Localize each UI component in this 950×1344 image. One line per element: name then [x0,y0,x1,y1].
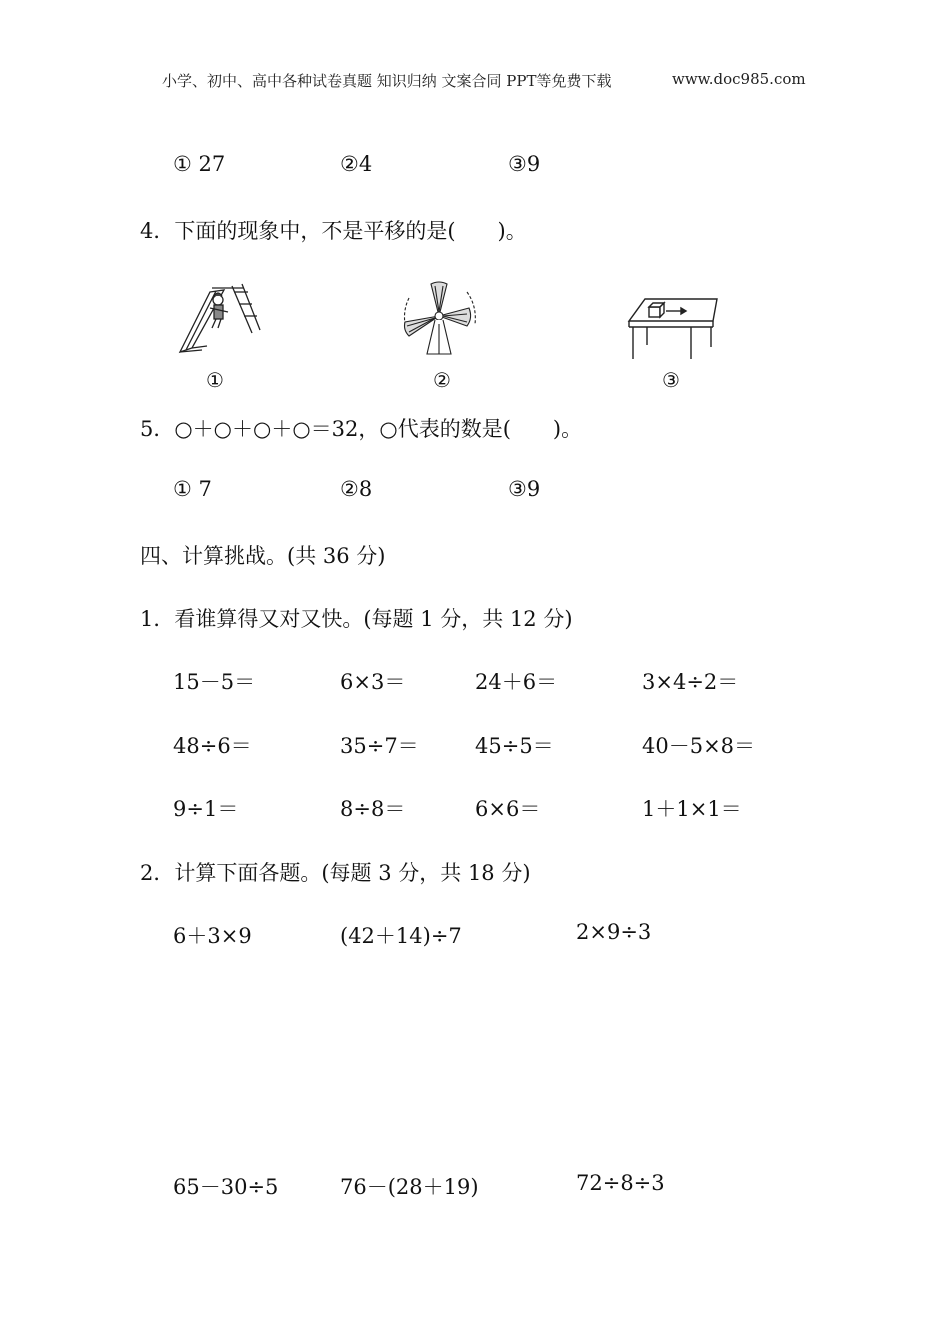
q5-option-2: ②8 [340,477,373,501]
expr-1-1: 6＋3×9 [173,924,252,948]
q3-option-1: ① 27 [173,152,226,176]
part2-title: 2．计算下面各题。(每题 3 分，共 18 分) [140,861,531,885]
calc-2-2: 35÷7＝ [340,734,419,758]
part1-title: 1．看谁算得又对又快。(每题 1 分，共 12 分) [140,607,573,631]
q4-label-2: ② [433,368,451,392]
expr-2-1: 65－30÷5 [173,1175,279,1199]
q4-label-3: ③ [662,368,680,392]
q5-option-3: ③9 [508,477,541,501]
calc-1-3: 24＋6＝ [475,670,558,694]
header-url: www.doc985.com [672,70,806,88]
section4-title: 四、计算挑战。(共 36 分) [140,544,386,568]
q4-label-1: ① [206,368,224,392]
expr-1-3: 2×9÷3 [576,920,652,944]
calc-1-4: 3×4÷2＝ [642,670,739,694]
calc-3-2: 8÷8＝ [340,797,406,821]
table-box-image [625,295,720,363]
expr-2-3: 72÷8÷3 [576,1171,665,1195]
calc-1-1: 15－5＝ [173,670,256,694]
q3-option-2: ②4 [340,152,373,176]
calc-2-1: 48÷6＝ [173,734,252,758]
q5-stem: 5．○＋○＋○＋○＝32，○代表的数是( )。 [140,417,583,441]
calc-2-4: 40－5×8＝ [642,734,756,758]
expr-1-2: (42＋14)÷7 [340,924,462,948]
calc-1-2: 6×3＝ [340,670,406,694]
q5-option-1: ① 7 [173,477,212,501]
calc-2-3: 45÷5＝ [475,734,554,758]
header-text: 小学、初中、高中各种试卷真题 知识归纳 文案合同 PPT等免费下载 [162,72,612,90]
calc-3-1: 9÷1＝ [173,797,239,821]
q4-stem: 4．下面的现象中，不是平移的是( )。 [140,219,527,243]
calc-3-4: 1＋1×1＝ [642,797,742,821]
q3-option-3: ③9 [508,152,541,176]
expr-2-2: 76－(28＋19) [340,1175,479,1199]
calc-3-3: 6×6＝ [475,797,541,821]
slide-image [172,278,267,358]
fan-image [397,278,482,358]
